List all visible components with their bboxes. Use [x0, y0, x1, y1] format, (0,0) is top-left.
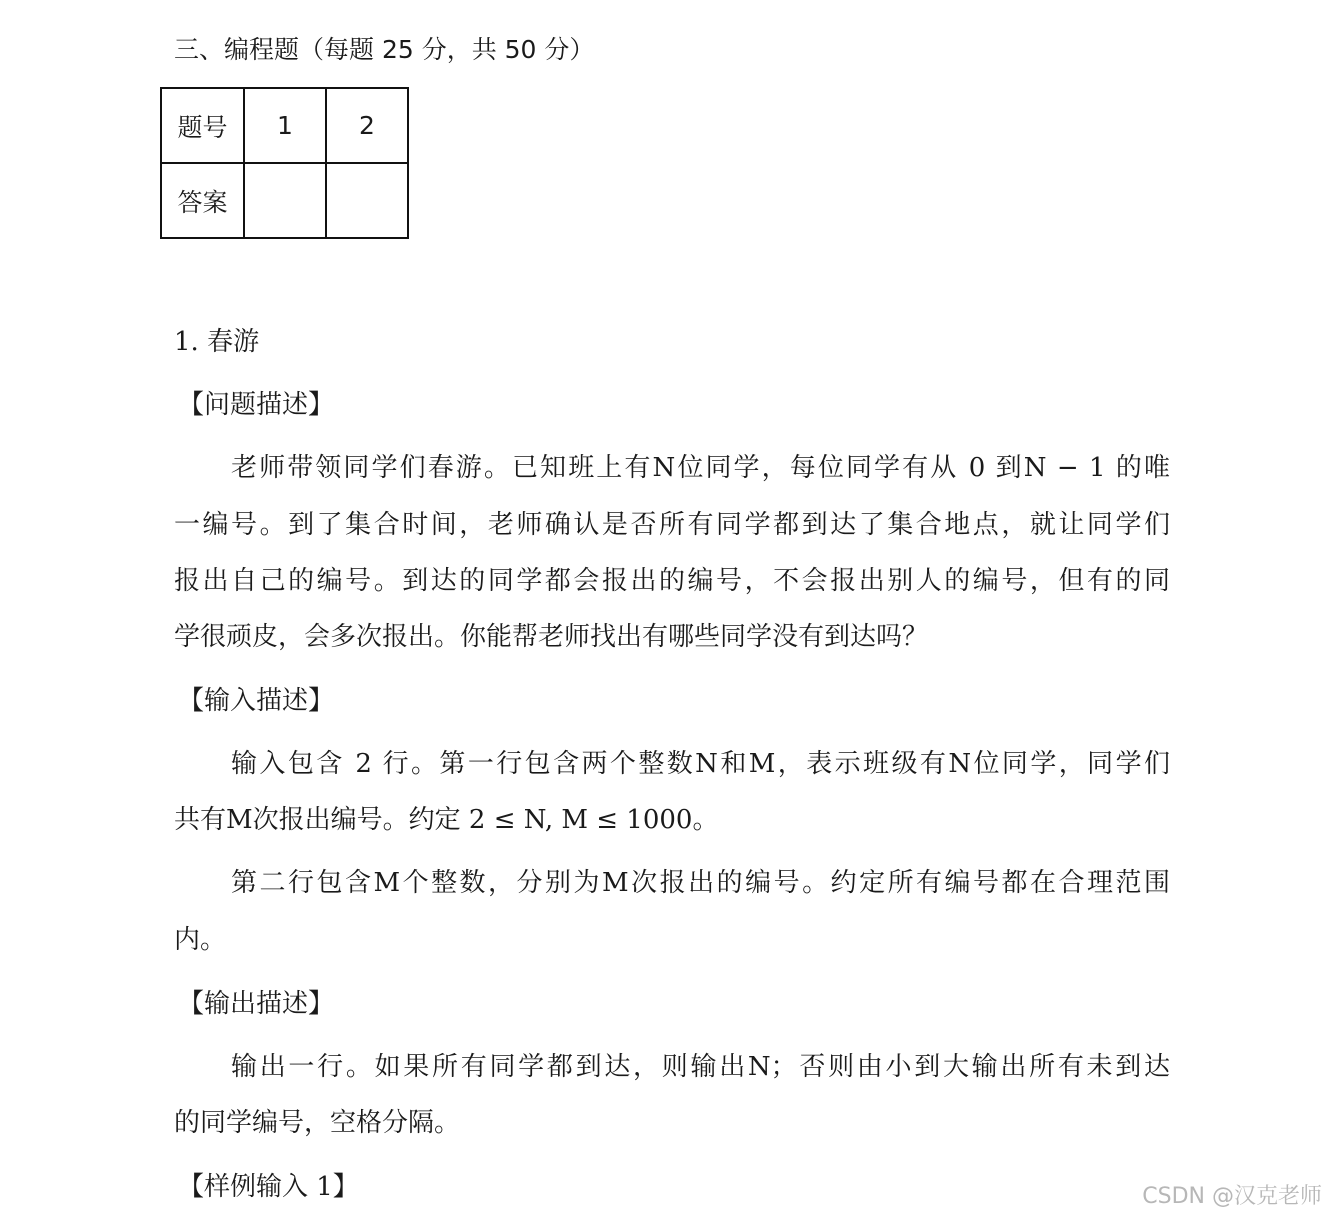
input-line: 输入包含 2 行。第一行包含两个整数N和M，表示班级有N位同学，同学们 — [231, 749, 1170, 779]
table-row — [161, 88, 408, 163]
sample-input-heading: 【样例输入 1】 — [178, 1172, 359, 1202]
input-heading: 【输入描述】 — [178, 686, 335, 716]
table-cell-label-number: 题号 — [161, 88, 244, 163]
table-cell-number-2: 2 — [326, 88, 408, 163]
problem-title: 1. 春游 — [174, 327, 260, 357]
description-heading: 【问题描述】 — [178, 390, 335, 420]
description-line: 老师带领同学们春游。已知班上有N位同学，每位同学有从 0 到N − 1 的唯 — [231, 453, 1170, 483]
section-title: 三、编程题（每题 25 分，共 50 分） — [174, 35, 595, 64]
description-line: 报出自己的编号。到达的同学都会报出的编号，不会报出别人的编号，但有的同 — [174, 566, 1170, 596]
input-line: 内。 — [174, 925, 227, 955]
output-heading: 【输出描述】 — [178, 989, 335, 1019]
table-cell-answer-2 — [326, 163, 408, 238]
input-line: 共有M次报出编号。约定 2 ≤ N, M ≤ 1000。 — [174, 805, 719, 835]
output-line: 的同学编号，空格分隔。 — [174, 1108, 461, 1138]
output-line: 输出一行。如果所有同学都到达，则输出N；否则由小到大输出所有未到达 — [231, 1052, 1170, 1082]
input-line: 第二行包含M个整数，分别为M次报出的编号。约定所有编号都在合理范围 — [231, 868, 1170, 898]
watermark: CSDN @汉克老师 — [1142, 1184, 1322, 1209]
description-line: 学很顽皮，会多次报出。你能帮老师找出有哪些同学没有到达吗？ — [174, 622, 929, 652]
table-row — [161, 163, 408, 238]
table-cell-answer-1 — [244, 163, 326, 238]
answer-table — [160, 87, 409, 239]
table-cell-label-answer: 答案 — [161, 163, 244, 238]
table-cell-number-1: 1 — [244, 88, 326, 163]
description-line: 一编号。到了集合时间，老师确认是否所有同学都到达了集合地点，就让同学们 — [174, 510, 1170, 540]
